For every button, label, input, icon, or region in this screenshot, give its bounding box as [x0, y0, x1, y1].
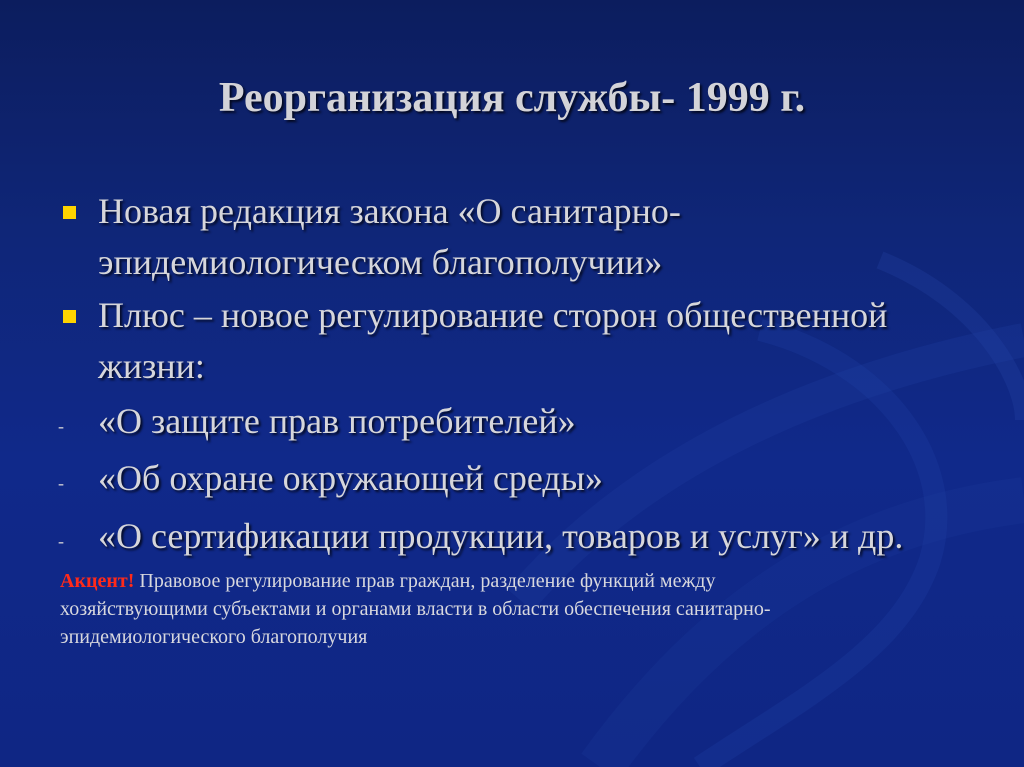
- bullet-item-1: [98, 186, 998, 288]
- bullet-line: «Об охране окружающей среды»: [98, 458, 603, 498]
- bullet-line: Новая редакция закона «О санитарно-: [98, 191, 681, 231]
- emphasis-line: эпидемиологического благополучия: [60, 626, 368, 648]
- emphasis-line: [60, 567, 990, 595]
- dash-marker: -: [58, 531, 64, 551]
- bullet-line: «О сертификации продукции, товаров и услуг» и др.: [98, 516, 904, 556]
- dash-marker: -: [58, 473, 64, 493]
- bullet-line: Плюс – новое регулирование сторон общественной: [98, 295, 888, 335]
- dash-item-2: [98, 453, 998, 504]
- dash-item-1: [98, 396, 998, 447]
- emphasis-line: хозяйствующими субъектами и органами власти в области обеспечения санитарно-: [60, 598, 771, 620]
- accent-label: Акцент!: [60, 570, 135, 592]
- bullet-square-icon: [63, 310, 76, 323]
- bullet-item-2: [98, 290, 998, 392]
- dash-item-3: [98, 511, 998, 562]
- bullet-line: жизни:: [98, 346, 205, 386]
- emphasis-text: Правовое регулирование прав граждан, разделение функций между: [134, 570, 716, 592]
- bullet-square-icon: [63, 206, 76, 219]
- slide-title: Реорганизация службы- 1999 г.: [218, 75, 806, 121]
- dash-marker: -: [58, 416, 64, 436]
- bullet-line: эпидемиологическом благополучии»: [98, 242, 663, 282]
- bullet-line: «О защите прав потребителей»: [98, 401, 576, 441]
- emphasis-paragraph: [60, 567, 990, 651]
